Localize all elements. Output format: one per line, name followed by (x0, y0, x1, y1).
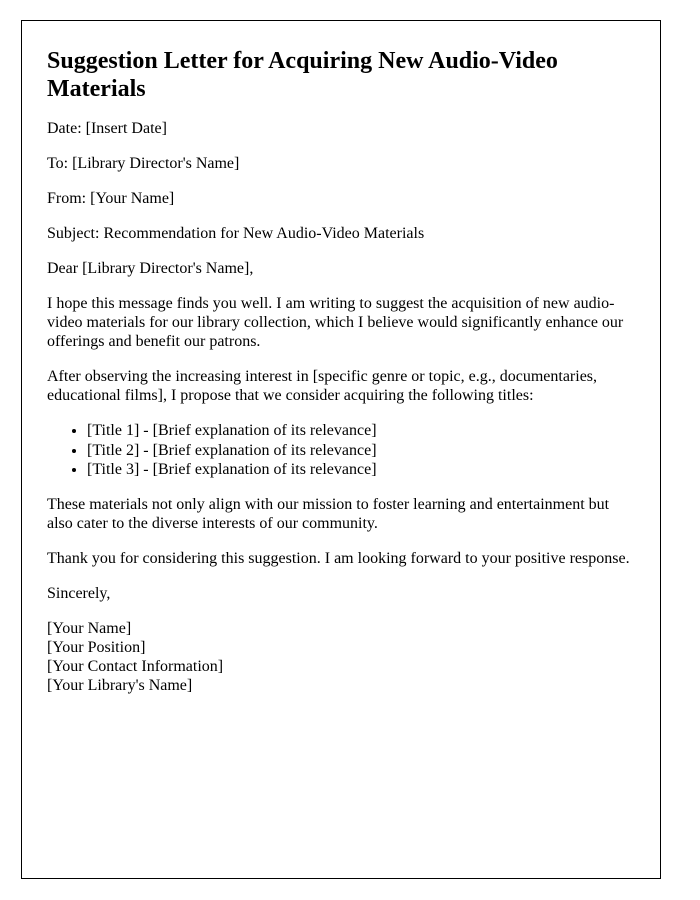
letter-page (21, 20, 661, 879)
sender-line: From: [Your Name] (47, 190, 175, 208)
letter-title: Suggestion Letter for Acquiring New Audio-Video Materials (47, 48, 558, 103)
salutation: Dear [Library Director's Name], (47, 260, 254, 278)
closing-line: Sincerely, (47, 584, 111, 602)
alignment-paragraph: These materials not only align with our mission to foster learning and entertainment but also cater to the diverse interests of our community. (47, 495, 610, 532)
signature-contact: [Your Contact Information] (47, 657, 224, 675)
recipient-line: To: [Library Director's Name] (47, 155, 240, 173)
date-line: Date: [Insert Date] (47, 120, 167, 138)
list-item-title-2: • [Title 2] - [Brief explanation of its relevance] (87, 441, 635, 460)
subject-line: Subject: Recommendation for New Audio-Video Materials (47, 225, 425, 243)
proposal-paragraph: After observing the increasing interest in [specific genre or topic, e.g., documentaries, educational films], I propose that we consider acquiring the following titles: (47, 368, 598, 405)
titles-list (47, 421, 635, 478)
signature-library: [Your Library's Name] (47, 676, 193, 694)
thanks-paragraph: Thank you for considering this suggestion. I am looking forward to your positive response. (47, 549, 630, 567)
signature-position: [Your Position] (47, 638, 146, 656)
intro-paragraph: I hope this message finds you well. I am writing to suggest the acquisition of new audio-video materials for our library collection, which I believe would significantly enhance our offerings and benefit our patrons. (47, 295, 624, 351)
list-item-title-3: • [Title 3] - [Brief explanation of its relevance] (87, 460, 635, 479)
signature-name: [Your Name] (47, 619, 132, 637)
list-item-title-1: • [Title 1] - [Brief explanation of its relevance] (87, 421, 635, 440)
signature-block (47, 619, 635, 695)
